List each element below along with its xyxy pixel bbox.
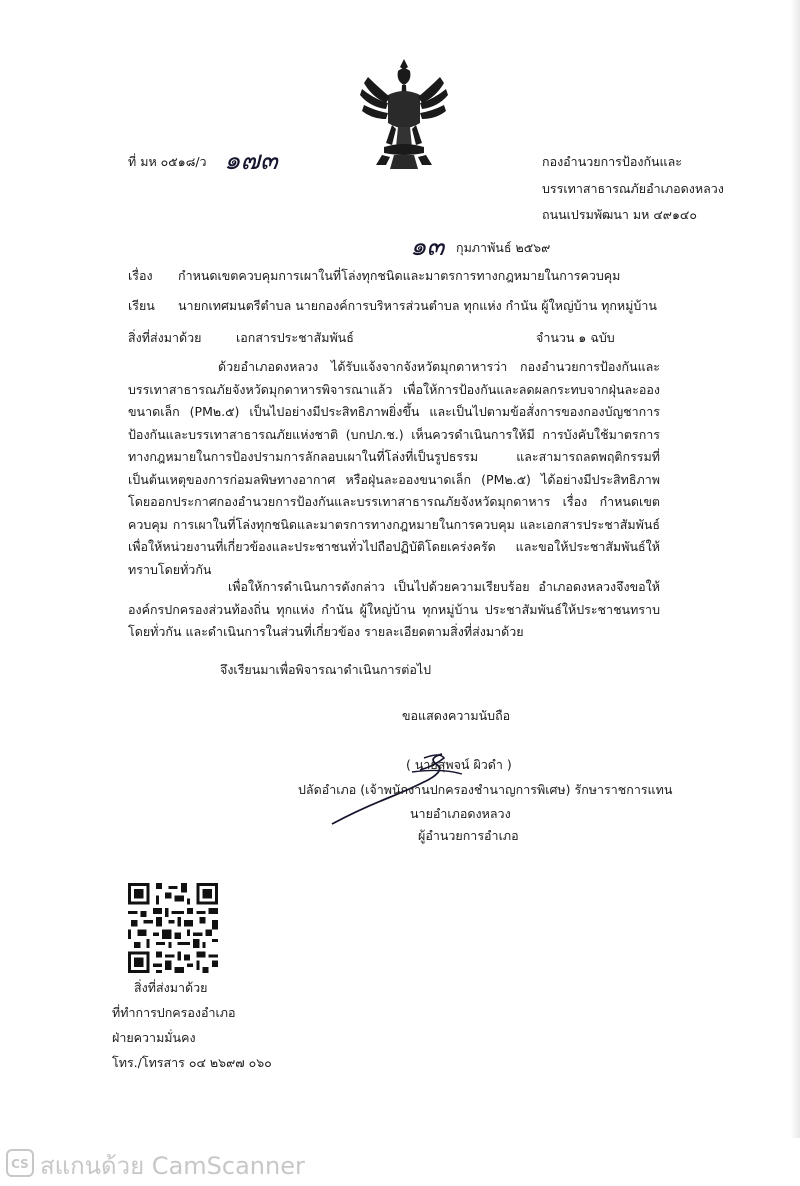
attachment-label: สิ่งที่ส่งมาด้วย bbox=[128, 330, 202, 345]
signer-title-1: ปลัดอำเภอ (เจ้าพนักงานปกครองชำนาญการพิเศษ) รักษาราชการแทน bbox=[298, 782, 673, 797]
camscanner-logo-icon bbox=[6, 1149, 34, 1177]
footer-attachment-note: สิ่งที่ส่งมาด้วย bbox=[134, 980, 208, 995]
body-paragraph-2: เพื่อให้การดำเนินการดังกล่าว เป็นไปด้วยความเรียบร้อย อำเภอดงหลวงจึงขอให้ องค์กรปกครองส่วนท้องถิ่น ทุกแห่ง กำนัน ผู้ใหญ่บ้าน ทุกหมู่บ้าน ประชาสัมพันธ์ให้ประชาชนทราบโดยทั่วกัน และดำเนินการในส่วนที่เกี่ยวข้อง รายละเอียดตามสิ่งที่ส่งมาด้วย bbox=[128, 579, 660, 639]
date-text: กุมภาพันธ์ ๒๕๖๙ bbox=[456, 240, 551, 255]
garuda-emblem-icon bbox=[358, 55, 450, 173]
agency-line-3: ถนนเปรมพัฒนา มห ๔๙๑๔๐ bbox=[542, 207, 697, 222]
signer-title-3: ผู้อำนวยการอำเภอ bbox=[418, 828, 519, 843]
page-edge-shadow bbox=[790, 0, 800, 1186]
closing-regards: ขอแสดงความนับถือ bbox=[402, 708, 511, 723]
body-paragraph-1: ด้วยอำเภอดงหลวง ได้รับแจ้งจากจังหวัดมุกดาหารว่า กองอำนวยการป้องกันและบรรเทาสาธารณภัยจังหวัดมุกดาหารพิจารณาแล้ว เพื่อให้การป้องกันและลดผลกระทบจากฝุ่นละอองขนาดเล็ก (PM๒.๕) เป็นไปอย่างมีประสิทธิภาพยิ่งขึ้น และเป็นไปตามข้อสั่งการของกองบัญชาการป้องกันและบรรเทาสาธารณภัยแห่งชาติ (บกปภ.ช.) เห็นควรดำเนินการให้มี การบังคับใช้มาตรการทางกฎหมายในการป้องปรามการลักลอบเผาในที่โล่งที่เป็นรูปธรรม และสามารถลดพฤติกรรมที่เป็นต้นเหตุของการก่อมลพิษทางอากาศ หรือฝุ่นละอองขนาดเล็ก (PM๒.๕) ได้อย่างมีประสิทธิภาพ โดยออกประกาศกองอำนวยการป้องกันและบรรเทาสาธารณภัยจังหวัดมุกดาหาร เรื่อง กำหนดเขตควบคุม การเผาในที่โล่งทุกชนิดและมาตรการทางกฎหมายในการควบคุม และเอกสารประชาสัมพันธ์ เพื่อให้หน่วยงานที่เกี่ยวข้องและประชาชนทั่วไปถือปฏิบัติโดยเคร่งครัด และขอให้ประชาสัมพันธ์ให้ทราบโดยทั่วกัน bbox=[128, 359, 660, 577]
body-paragraph-3: จึงเรียนมาเพื่อพิจารณาดำเนินการต่อไป bbox=[220, 662, 432, 677]
to-label: เรียน bbox=[128, 298, 155, 313]
footer-office: ที่ทำการปกครองอำเภอ bbox=[112, 1005, 236, 1020]
subject-text: กำหนดเขตควบคุมการเผาในที่โล่งทุกชนิดและมาตรการทางกฎหมายในการควบคุม bbox=[178, 268, 621, 283]
attachment-text: เอกสารประชาสัมพันธ์ bbox=[236, 330, 354, 345]
footer-phone: โทร./โทรสาร ๐๔ ๒๖๙๗ ๐๖๐ bbox=[112, 1055, 272, 1070]
ref-number-handwritten: ๑๗๓ bbox=[224, 146, 278, 176]
svg-text:CS: CS bbox=[11, 1157, 29, 1171]
date-day-handwritten: ๑๓ bbox=[410, 232, 445, 262]
signer-name: ( นายสุพจน์ ผิวดำ ) bbox=[406, 757, 512, 772]
subject-label: เรื่อง bbox=[128, 268, 153, 283]
to-text: นายกเทศมนตรีตำบล นายกองค์การบริหารส่วนตำบล ทุกแห่ง กำนัน ผู้ใหญ่บ้าน ทุกหมู่บ้าน bbox=[178, 298, 657, 313]
camscanner-watermark-text: สแกนด้วย CamScanner bbox=[40, 1152, 305, 1180]
agency-line-1: กองอำนวยการป้องกันและ bbox=[542, 154, 682, 169]
qr-code-icon bbox=[128, 883, 218, 973]
footer-department: ฝ่ายความมั่นคง bbox=[112, 1030, 196, 1045]
agency-line-2: บรรเทาสาธารณภัยอำเภอดงหลวง bbox=[542, 181, 724, 196]
signer-title-2: นายอำเภอดงหลวง bbox=[410, 806, 511, 821]
attachment-quantity: จำนวน ๑ ฉบับ bbox=[536, 330, 615, 345]
ref-number: ที่ มห ๐๕๑๘/ว bbox=[128, 154, 207, 169]
